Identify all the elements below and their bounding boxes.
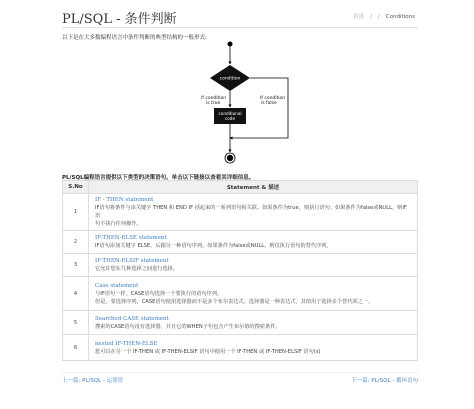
breadcrumb-home[interactable]: 首页 xyxy=(353,14,365,20)
statement-link[interactable]: Searched CASE statement xyxy=(95,315,169,322)
table-row xyxy=(63,231,418,254)
table-row xyxy=(63,311,418,335)
false-branch-label: is false xyxy=(261,101,277,106)
row-number: 4 xyxy=(63,277,89,311)
row-number: 6 xyxy=(63,335,89,361)
decision-statements-table xyxy=(62,180,418,361)
intro-text: 以下是在大多数编程语言中条件判断的典型结构的一般形式: xyxy=(62,35,207,41)
statement-description: IF语句将条件与由关键字 THEN 和 END IF 括起来的一系列语句相关联。如果条件为true，则执行语句；如果条件为false或NULL，则IF语 xyxy=(95,205,407,219)
table-row xyxy=(63,277,418,311)
row-description xyxy=(89,311,418,335)
row-description xyxy=(89,194,418,231)
page-title: PL/SQL - 条件判断 xyxy=(62,12,177,27)
table-row xyxy=(63,254,418,277)
conditional-code-label: conditional xyxy=(218,111,242,116)
breadcrumb-separator: / xyxy=(378,14,380,20)
statement-description: 但是，要选择序列，CASE语句使用选择器而不是多个布尔表达式。选择器是一种表达式，其值用于选择多个替代项之一。 xyxy=(95,298,374,305)
prev-article-link[interactable]: 上一篇: PL/SQL - 运算符 xyxy=(62,378,124,384)
end-node xyxy=(227,155,233,161)
column-header-sno: S.No xyxy=(63,181,89,194)
true-branch-label: is true xyxy=(206,101,221,106)
row-description xyxy=(89,254,418,277)
row-number: 2 xyxy=(63,231,89,254)
statement-description: IF语句添加关键字 ELSE，后跟另一种语句序列。如果条件为false或NULL，则仅执行语句的替代序列。 xyxy=(95,243,332,249)
nav-divider xyxy=(62,372,418,373)
false-branch-label: If condition xyxy=(260,96,286,101)
table-header-row xyxy=(63,181,418,194)
statement-description: 句不执行任何操作。 xyxy=(95,221,142,227)
conditional-code-label: code xyxy=(224,116,236,121)
true-branch-label: If condition xyxy=(201,96,227,101)
row-description xyxy=(89,231,418,254)
title-divider xyxy=(62,27,418,28)
statement-description: 与IF语句一样，CASE语句选择一个要执行的语句序列。 xyxy=(95,290,223,297)
statement-description: 搜索的CASE语句没有选择器，并且它的WHEN子句包含产生布尔值的搜索条件。 xyxy=(95,323,281,330)
statement-link[interactable]: IF - THEN statement xyxy=(95,197,154,203)
table-row xyxy=(63,194,418,231)
column-header-statement: Statement & 描述 xyxy=(89,181,418,194)
row-description xyxy=(89,277,418,311)
breadcrumb-separator: / xyxy=(370,14,373,20)
start-node xyxy=(228,42,233,47)
statement-link[interactable]: IF-THEN-ELSIF statement xyxy=(95,258,169,264)
statement-description: 您可以在另一个 IF-THEN 或 IF-THEN-ELSIF 语句中使用一个 IF-THEN 或 IF-THEN-ELSIF 语句(s) xyxy=(95,348,321,355)
statement-link[interactable]: nested IF-THEN-ELSE xyxy=(95,340,158,347)
statement-link[interactable]: IF-THEN-ELSE statement xyxy=(95,235,167,241)
next-article-link[interactable]: 下一篇: PL/SQL - 循环语句 xyxy=(351,378,418,384)
row-description xyxy=(89,335,418,361)
table-row xyxy=(63,335,418,361)
page-header xyxy=(62,8,418,26)
table-intro-text: PL/SQL编程语言提供以下类型的决策语句。单击以下链接以查看其详细信息。 xyxy=(62,175,255,181)
row-number: 3 xyxy=(63,254,89,277)
decision-flowchart xyxy=(190,40,300,170)
condition-label: condition xyxy=(219,76,241,82)
breadcrumb-current: Conditions xyxy=(385,14,415,20)
row-number: 1 xyxy=(63,194,89,231)
statement-description: 它允许您在几种选择之间进行选择。 xyxy=(95,266,179,272)
row-number: 5 xyxy=(63,311,89,335)
breadcrumb xyxy=(350,12,418,20)
statement-link[interactable]: Case statement xyxy=(95,282,139,289)
